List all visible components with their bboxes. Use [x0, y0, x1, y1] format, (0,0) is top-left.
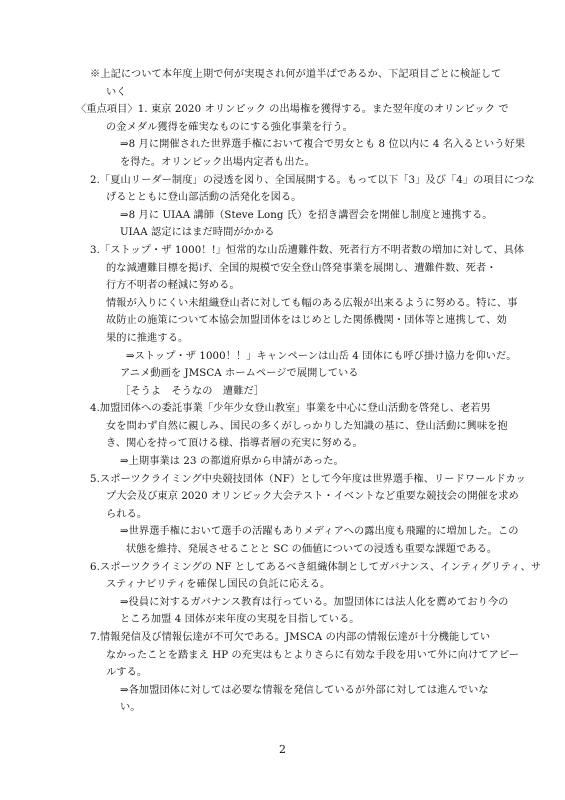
text-line: ⇒世界選手権において選手の活躍もありメディアへの露出度も飛躍的に増加した。この	[120, 526, 519, 538]
document-body	[76, 66, 542, 717]
text-line: 女を問わず自然に親しみ、国民の多くがしっかりした知識の基に、登山活動に興味を抱	[106, 420, 508, 432]
text-line: スティナビリティを確保し国民の負託に応える。	[106, 579, 331, 591]
text-line: ［そうよ そうなの 遭難だ］	[120, 385, 265, 397]
text-line: 6.スポーツクライミングの NF としてあるべき組織体制としてガバナンス、インティグリティ、サ	[90, 561, 542, 573]
text-line: 故防止の施策について本協会加盟団体をはじめとした関係機関・団体等と連携して、効	[106, 315, 507, 327]
text-line: 7.情報発信及び情報伝達が不可欠である。JMSCA の内部の情報伝達が十分機能してい	[90, 632, 491, 643]
text-line: を得た。オリンピック出場内定者も出た。	[120, 156, 316, 168]
text-line: 状態を維持、発展させることと SC の価値についての浸透も重要な課題である。	[126, 544, 498, 556]
page-number: 2	[279, 743, 286, 756]
text-line: ⇒各加盟団体に対しては必要な情報を発信しているが外部に対しては進んでいな	[120, 684, 489, 696]
text-line: 〈重点項目〉1. 東京 2020 オリンピック の出場権を獲得する。また翌年度のオリンピック で	[76, 104, 509, 116]
text-line: 5.スポーツクライミング中央競技団体（NF）として今年度は世界選手権、リードワールドカッ	[90, 473, 526, 485]
text-line: UIAA 認定にはまだ時間がかかる	[120, 227, 275, 239]
text-line: き、関心を持って頂ける様、指導者層の充実に努める。	[106, 438, 363, 450]
text-line: ⇒8 月に開催された世界選手権において複合で男女とも 8 位以内に 4 名入るという好果	[120, 139, 526, 151]
text-line: 行方不明者の軽減に努める。	[106, 280, 240, 292]
text-line: ⇒役員に対するガバナンス教育は行っている。加盟団体には法人化を薦めており今の	[120, 596, 509, 608]
text-line: 3.「ストップ・ザ 1000！!」恒常的な山岳遭難件数、死者行方不明者数の増加に対して、具体	[90, 244, 525, 256]
text-line: 2.「夏山リーダー制度」の浸透を図り、全国展開する。もって以下「3」及び「4」の項目につな	[90, 174, 535, 186]
text-line: ⇒上期事業は 23 の都道府県から申請があった。	[120, 456, 344, 468]
text-line: 的な減遭難目標を掲げ、全国的規模で安全登山啓発事業を展開し、遭難件数、死者・	[106, 262, 497, 274]
text-line: アニメ動画を JMSCA ホームページで展開している	[120, 368, 359, 380]
text-line: 4.加盟団体への委託事業「少年少女登山教室」事業を中心に登山活動を啓発し、老若男	[90, 403, 491, 415]
text-line: られる。	[106, 508, 148, 520]
text-line: 果的に推進する。	[106, 332, 189, 344]
text-line: げるとともに登山部活動の活発化を図る。	[106, 192, 302, 204]
text-line: ところ加盟 4 団体が来年度の実現を目指している。	[120, 614, 360, 626]
text-line: いく	[106, 86, 127, 98]
text-line: プ大会及び東京 2020 オリンピック大会テスト・イベントなど重要な競技会の開催を求め	[106, 491, 519, 503]
text-line: ⇒ストップ・ザ 1000！！」キャンペーンは山岳 4 団体にも呼び掛け協力を仰いだ。	[126, 350, 517, 362]
text-line: ルする。	[106, 667, 148, 679]
text-line: い。	[120, 702, 141, 714]
text-line: の金メダル獲得を確実なものにする強化事業を行う。	[106, 121, 353, 133]
text-line: ⇒8 月に UIAA 講師（Steve Long 氏）を招き講習会を開催し制度と連携する。	[120, 209, 493, 221]
text-line: なかったことを踏まえ HP の充実はもとよりさらに有効な手段を用いて外に向けてアピー	[106, 649, 520, 661]
text-line: 情報が入りにくい未組織登山者に対しても幅のある広報が出来るように努める。特に、事	[106, 297, 518, 309]
text-line: ※上記について本年度上期で何が実現され何が道半ばであるか、下記項目ごとに検証して	[90, 69, 502, 80]
